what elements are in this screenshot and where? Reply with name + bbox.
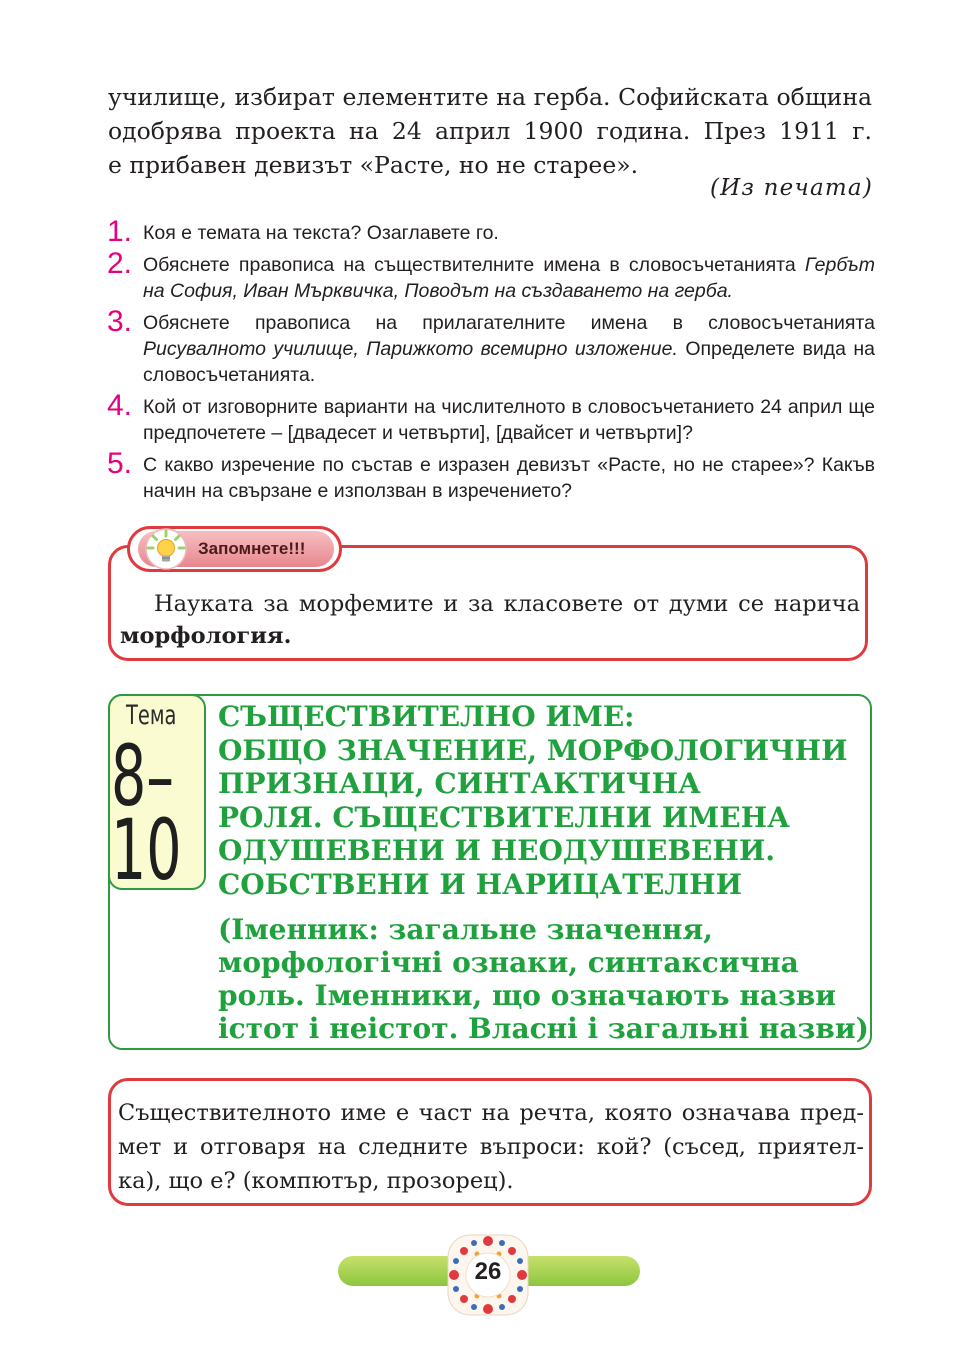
remember-text xyxy=(120,588,860,652)
question-text xyxy=(143,310,875,388)
topic-subtitle-line: роль. Іменники, що означають назви xyxy=(218,979,837,1012)
topic-number-bottom: 10 xyxy=(111,801,182,899)
remember-term: морфология xyxy=(120,623,284,649)
topic-title-line: ОБЩО ЗНАЧЕНИЕ, МОРФОЛОГИЧНИ xyxy=(218,733,848,767)
definition-line: мет и отговаря на следните въпроси: кой? (съсед, приятел- xyxy=(118,1134,864,1160)
question-number: 2. xyxy=(107,247,133,280)
question-item xyxy=(105,305,875,388)
topic-subtitle-line: (Іменник: загальне значення, xyxy=(218,913,713,946)
remember-header xyxy=(138,531,334,567)
question-example-phrases: Рисувалното училище, Парижкото всемирно изложение. xyxy=(143,338,678,360)
topic-subtitle-line: морфологічні ознаки, синтаксична xyxy=(218,946,799,979)
intro-line: одобрява проекта на 24 април 1900 година. През 1911 г. xyxy=(108,117,872,145)
question-text: Коя е темата на текста? Озаглавете го. xyxy=(143,222,499,244)
intro-paragraph xyxy=(108,80,872,182)
remember-label: Запомнете!!! xyxy=(198,539,306,558)
question-item xyxy=(105,247,875,304)
question-list xyxy=(105,215,875,510)
topic-number-top: 8– xyxy=(111,727,174,825)
remember-term-punct: . xyxy=(283,623,292,649)
question-text-part: Обяснете правописа на прилагателните имена в словосъчетанията xyxy=(143,312,875,334)
intro-line: училище, избират елементите на герба. Софийската община xyxy=(108,83,872,111)
intro-line: е прибавен девизът «Расте, но не старее». xyxy=(108,151,639,179)
source-citation: (Из печата) xyxy=(709,175,873,201)
topic-subtitle xyxy=(218,913,868,1045)
question-text-part: Определете вида на словосъчетанията. xyxy=(143,338,875,386)
topic-title-line: РОЛЯ. СЪЩЕСТВИТЕЛНИ ИМЕНА xyxy=(218,800,790,834)
question-item xyxy=(105,389,875,446)
topic-title-line: СЪЩЕСТВИТЕЛНО ИМЕ: xyxy=(218,700,635,733)
topic-title-line: ПРИЗНАЦИ, СИНТАКТИЧНА xyxy=(218,767,701,800)
question-text-part: Обяснете правописа на съществителните имена в словосъчетанията xyxy=(143,254,805,276)
definition-line: ка), що е? (компютър, прозорец). xyxy=(118,1168,514,1194)
question-number: 4. xyxy=(107,389,133,422)
question-number: 1. xyxy=(107,215,133,248)
remember-line xyxy=(120,620,860,652)
topic-subtitle-line: істот і неістот. Власні і загальні назви) xyxy=(218,1012,869,1045)
question-text: Кой от изговорните варианти на числителното в словосъчетанието 24 април ще предпочетете – [двадесет и четвърти], [двайсет и четвърти]? xyxy=(143,396,875,444)
topic-title-line: СОБСТВЕНИ И НАРИЦАТЕЛНИ xyxy=(218,867,743,901)
question-text xyxy=(143,252,875,304)
topic-word: Тема xyxy=(126,700,177,731)
question-example-phrases: Гербът на София, Иван Мърквичка, Поводът на създаването на герба. xyxy=(143,254,875,302)
lightbulb-icon xyxy=(144,527,188,571)
page-number: 26 xyxy=(474,1258,502,1285)
definition-text xyxy=(118,1096,864,1198)
question-number: 5. xyxy=(107,447,133,480)
definition-line: Съществителното име е част на речта, която означава пред- xyxy=(118,1100,864,1126)
topic-title xyxy=(218,700,868,901)
question-text: С какво изречение по състав е изразен девизът «Расте, но не старее»? Какъв начин на свързане е използван в изречението? xyxy=(143,454,875,502)
question-item xyxy=(105,215,875,248)
topic-title-line: ОДУШЕВЕНИ И НЕОДУШЕВЕНИ. xyxy=(218,834,776,867)
remember-line: Науката за морфемите и за класовете от думи се нарича xyxy=(154,591,860,617)
question-item xyxy=(105,447,875,504)
question-number: 3. xyxy=(107,305,133,338)
